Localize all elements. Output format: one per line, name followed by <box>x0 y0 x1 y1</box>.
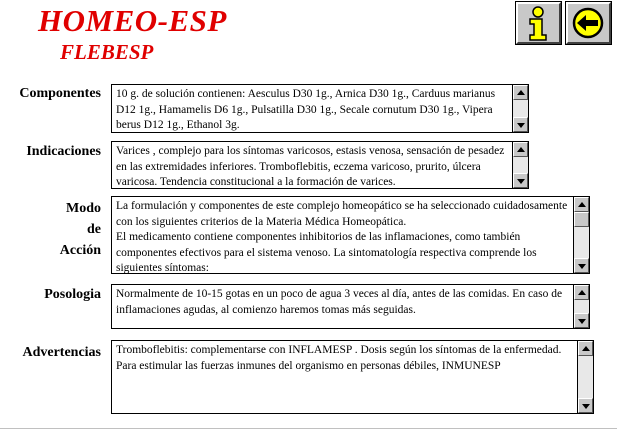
posologia-text: Normalmente de 10-15 gotas en un poco de agua 3 veces al día, antes de las comidas. En caso de inflamaciones agudas, al comienzo haremos tomas más seguidas. <box>116 288 563 316</box>
indicaciones-scrollbar[interactable] <box>512 142 528 188</box>
modo-de-accion-text: La formulación y componentes de este complejo homeopático se ha seleccionado cuidadosamente con los siguientes criterios de la Materia Médica Homeopática. El medicamento contiene componentes inhibitorios de las inflamaciones, como también componentes efectivos para el sistema venoso. La sintomatología respectiva comprende los siguientes síntomas: <box>116 200 568 274</box>
info-button[interactable] <box>516 2 561 44</box>
label-line: de <box>87 222 101 237</box>
scroll-up-arrow-icon[interactable] <box>513 85 528 100</box>
back-button[interactable] <box>566 2 611 44</box>
scroll-down-arrow-icon[interactable] <box>574 313 589 328</box>
advertencias-scrollbar[interactable] <box>577 341 593 413</box>
advertencias-textbox[interactable] <box>111 340 594 414</box>
scroll-up-arrow-icon[interactable] <box>574 197 589 212</box>
componentes-text: 10 g. de solución contienen: Aesculus D30 1g., Arnica D30 1g., Carduus marianus D12 1g., Hamamelis D6 1g., Pulsatilla D30 1g., Secale cornutum D30 1g., Vipera berus D12 1g., Ethanol 3g. <box>116 88 496 131</box>
scroll-up-arrow-icon[interactable] <box>578 341 593 356</box>
info-icon <box>518 4 559 42</box>
label-modo-de-accion <box>0 198 101 261</box>
modo-de-accion-scrollbar[interactable] <box>573 197 589 273</box>
posologia-scrollbar[interactable] <box>573 285 589 328</box>
indicaciones-text: Varices , complejo para los síntomas varicosos, estasis venosa, sensación de pesadez en las extremidades inferiores. Tromboflebitis, eczema varicoso, prurito, úlcera varicosa. Tendencia constitucional a la formación de varices. <box>116 145 505 188</box>
componentes-scrollbar[interactable] <box>512 85 528 132</box>
window-bottom-divider <box>0 428 617 429</box>
scroll-thumb[interactable] <box>574 212 589 227</box>
label-advertencias: Advertencias <box>22 345 101 360</box>
label-line: Acción <box>59 243 101 258</box>
app-title: HOMEO-ESP <box>38 3 227 38</box>
label-componentes: Componentes <box>19 86 101 101</box>
scroll-down-arrow-icon[interactable] <box>574 258 589 273</box>
product-name: FLEBESP <box>60 40 154 64</box>
modo-de-accion-textbox[interactable] <box>111 196 590 274</box>
scroll-down-arrow-icon[interactable] <box>513 173 528 188</box>
scroll-up-arrow-icon[interactable] <box>574 285 589 300</box>
label-indicaciones: Indicaciones <box>26 144 101 159</box>
label-line: Modo <box>66 201 101 216</box>
posologia-textbox[interactable] <box>111 284 590 329</box>
componentes-textbox[interactable] <box>111 84 529 133</box>
scroll-down-arrow-icon[interactable] <box>578 398 593 413</box>
advertencias-text: Tromboflebitis: complementarse con INFLAMESP . Dosis según los síntomas de la enfermedad. Para estimular las fuerzas inmunes del organismo en personas débiles, INMUNESP <box>116 344 562 372</box>
scroll-down-arrow-icon[interactable] <box>513 117 528 132</box>
back-arrow-icon <box>568 4 609 42</box>
indicaciones-textbox[interactable] <box>111 141 529 189</box>
label-posologia: Posologia <box>44 287 101 302</box>
scroll-up-arrow-icon[interactable] <box>513 142 528 157</box>
